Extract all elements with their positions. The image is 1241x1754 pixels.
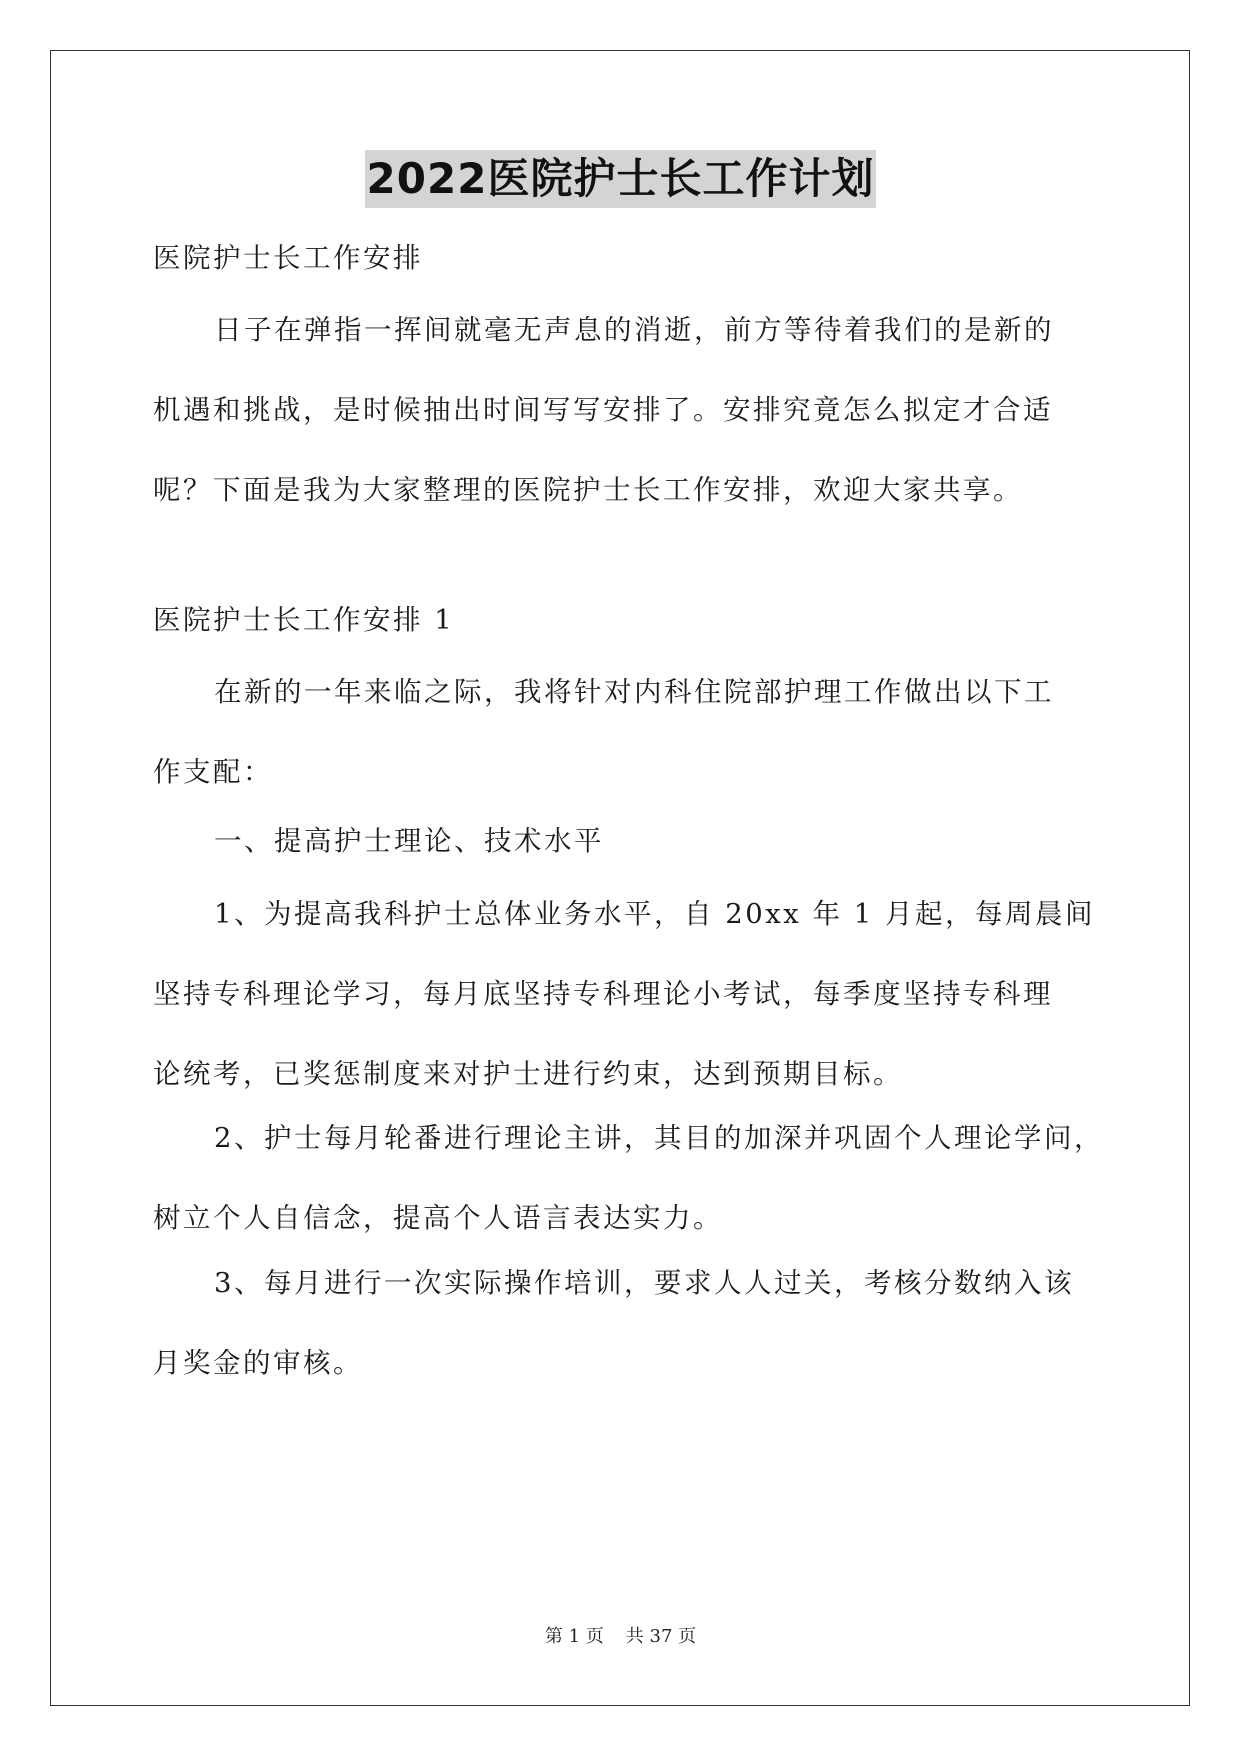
title-container [0,150,1241,208]
intro-line: 呢？下面是我为大家整理的医院护士长工作安排，欢迎大家共享。 [153,474,1023,506]
section-intro-paragraph [153,652,1093,812]
item-2-line: 树立个人自信念，提高个人语言表达实力。 [153,1202,723,1234]
item-1-line: 论统考，已奖惩制度来对护士进行约束，达到预期目标。 [153,1058,903,1090]
document-title: 2022医院护士长工作计划 [365,150,877,208]
page-total: 共 37 页 [625,1626,697,1647]
section-intro-line: 作支配： [153,756,273,788]
item-1-paragraph [153,874,1093,1114]
part-heading: 一、提高护士理论、技术水平 [214,825,604,857]
intro-line: 日子在弹指一挥间就毫无声息的消逝，前方等待着我们的是新的 [214,314,1054,346]
item-2-paragraph [153,1098,1104,1258]
item-2-line: 2、护士每月轮番进行理论主讲，其目的加深并巩固个人理论学问， [214,1122,1104,1154]
intro-line: 机遇和挑战，是时候抽出时间写写安排了。安排究竟怎么拟定才合适 [153,394,1053,426]
item-3-line: 月奖金的审核。 [153,1347,363,1379]
item-1-line: 坚持专科理论学习，每月底坚持专科理论小考试，每季度坚持专科理 [153,978,1053,1010]
item-3-line: 3、每月进行一次实际操作培训，要求人人过关，考核分数纳入该 [214,1267,1074,1299]
section-intro-line: 在新的一年来临之际，我将针对内科住院部护理工作做出以下工 [214,676,1054,708]
section-heading: 医院护士长工作安排 1 [153,604,455,636]
page-number: 第 1 页 [544,1626,604,1647]
item-3-paragraph [153,1243,1093,1403]
subtitle: 医院护士长工作安排 [153,242,423,274]
page-footer [0,1624,1241,1650]
item-1-line: 1、为提高我科护士总体业务水平，自 20xx 年 1 月起，每周晨间 [214,898,1095,930]
intro-paragraph [153,290,1093,530]
